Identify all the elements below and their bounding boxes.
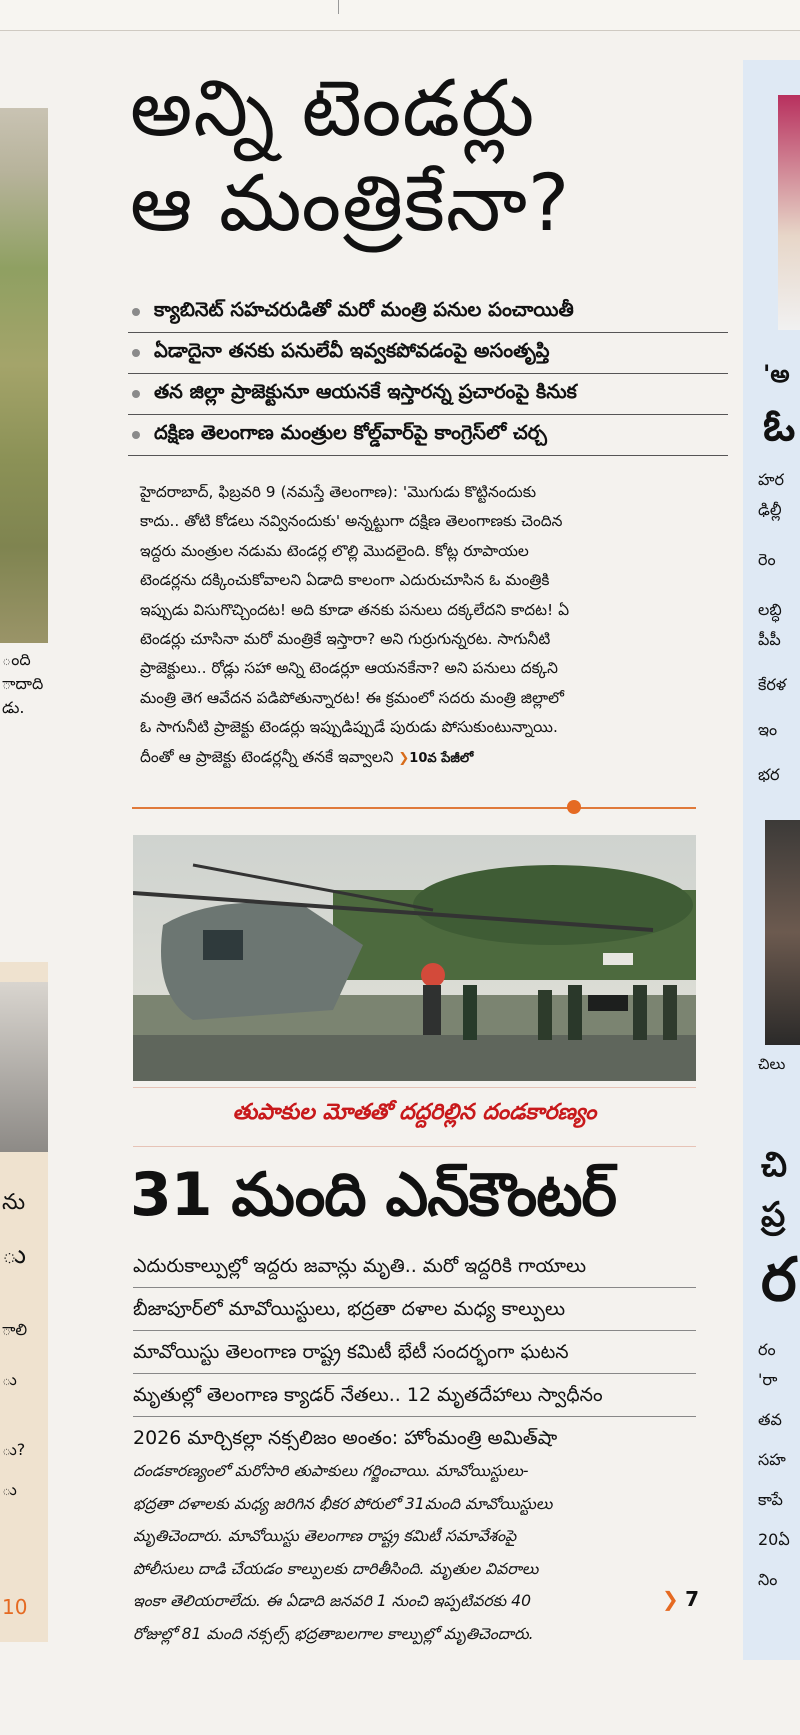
right-fragment: ఢిల్లీ [758,500,782,519]
left-fragment: ు [2,1240,27,1270]
body-line: ఓ సాగునీటి ప్రాజెక్టు టెండర్లు ఇప్పుడిప్పుడే పురుడు పోసుకుంటున్నాయి. [140,718,558,737]
encounter-body [133,1455,678,1650]
right-fragment: భర [758,765,780,784]
body-line: ఇద్దరు మంత్రుల నడుమ టెండర్ల లొల్లి మొదలైంది. కోట్ల రూపాయల [140,541,529,560]
bullet-text: ఏడాదైనా తనకు పనులేవీ ఇవ్వకపోవడంపై అసంతృప్తి [154,339,550,362]
kicker-rule [133,1146,696,1147]
top-strip [0,0,800,31]
main-headline [130,62,730,252]
left-fragment: ాలి [2,1320,28,1339]
body-line: దండకారణ్యంలో మరోసారి తుపాకులు గర్జించాయి. మావోయిస్టులు- [133,1462,529,1480]
right-fragment: చిలు [758,1055,786,1073]
bullet-item [128,333,728,374]
right-fragment: 20ఏ [758,1530,790,1549]
bullet-text: తన జిల్లా ప్రాజెక్టునూ ఆయనకే ఇస్తారన్న ప్రచారంపై కినుక [154,380,577,403]
encounter-headline: 31 మంది ఎన్‌కౌంటర్ [130,1160,617,1230]
right-fragment: నిం [758,1570,778,1589]
right-fragment: తవ [758,1410,782,1429]
left-thumbnail [0,982,48,1152]
left-fragment: ు [2,1480,17,1499]
right-fragment: చి [761,1145,788,1185]
right-fragment: ఇం [758,720,778,739]
right-person-photo [765,820,800,1045]
body-line: మంత్రి తెగ ఆవేదన పడిపోతున్నారట! ఈ క్రమంలో సదరు మంత్రి జిల్లాలో [140,688,564,707]
body-line: హైదరాబాద్, ఫిబ్రవరి 9 (నమస్తే తెలంగాణ): 'మొగుడు కొట్టినందుకు [140,483,537,501]
headline-line: అన్ని టెండర్లు [130,64,536,154]
right-portrait-photo [778,95,800,330]
bullet-icon [132,349,140,357]
subheadline-list [133,1245,696,1459]
right-fragment: కేరళ [758,675,787,694]
bullet-icon [132,308,140,316]
body-line: పోలీసులు దాడి చేయడం కాల్పులకు దారితీసింది. మృతుల వివరాలు [133,1559,539,1578]
left-fragment: ు [2,1370,17,1389]
body-line: ఇంకా తెలియరాలేదు. ఈ ఏడాది జనవరి 1 నుంచి ఇప్పటివరకు 40 [133,1592,531,1610]
subheadline: 2026 మార్చికల్లా నక్సలిజం అంతం: హోంమంత్రి అమిత్‌షా [133,1427,558,1449]
body-line: టెండర్లు చూసినా మరో మంత్రికే ఇస్తారా? అని గుర్రుగున్నరట. సాగునీటి [140,630,551,649]
body-line: ప్రాజెక్టులు.. రోడ్లు సహా అన్ని టెండర్లూ ఆయనకేనా? అని పనులు దక్కని [140,659,558,678]
headline-line: ఆ మంత్రికేనా? [130,159,571,249]
right-fragment: రెం [758,550,776,569]
subheadline: మావోయిస్టు తెలంగాణ రాష్ట్ర కమిటీ భేటీ సందర్భంగా ఘటన [133,1331,696,1374]
bullet-text: క్యాబినెట్ సహచరుడితో మరో మంత్రి పనుల పంచాయితీ [154,298,574,321]
helicopter-photo [133,835,696,1081]
left-fragment: 10 [2,1595,28,1619]
right-fragment: ర [761,1245,797,1315]
body-line: మృతిచెందారు. మావోయిస్టు తెలంగాణ రాష్ట్ర కమిటీ సమావేశంపై [133,1527,517,1545]
left-fragment: డు. [2,698,25,717]
body-line: ఇప్పుడు విసుగొచ్చిందట! అది కూడా తనకు పనులు దక్కలేదని కాదట! ఏ [140,600,570,619]
subheadline: మృతుల్లో తెలంగాణ క్యాడర్ నేతలు.. 12 మృతదేహాలు స్వాధీనం [133,1374,696,1417]
continued-marker[interactable]: ❯10వ పేజీలో [398,750,474,766]
kicker-rule [133,1087,696,1088]
bullet-item [128,415,728,456]
right-fragment: కాపే [758,1490,783,1509]
divider-dot-icon [567,800,581,814]
right-fragment: 'అ [763,360,790,388]
body-line: కాదు.. తోటి కోడలు నవ్వినందుకు' అన్నట్టుగా దక్షిణ తెలంగాణకు చెందిన [140,512,563,531]
story-body [140,478,712,773]
bullet-icon [132,431,140,439]
story-kicker: తుపాకుల మోతతో దద్దరిల్లిన దండకారణ్యం [232,1100,597,1125]
right-fragment: 'రా [758,1370,778,1389]
chevron-right-icon: ❯ [662,1587,679,1611]
right-fragment: హర [758,470,785,489]
left-field-photo [0,108,48,643]
right-fragment: సహ [758,1450,786,1469]
left-fragment: ాదాది [2,674,44,693]
section-divider [132,807,696,809]
bullet-icon [132,390,140,398]
right-fragment: రం [758,1340,776,1359]
left-fragment: ంది [2,650,31,669]
body-line: టెండర్లను దక్కించుకోవాలని ఏడాది కాలంగా ఎదురుచూసిన ఓ మంత్రికి [140,571,550,590]
right-fragment: పీపీ [758,630,781,649]
bullet-list [128,292,728,456]
right-fragment: లబ్ధి [758,600,782,619]
body-line: భద్రతా దళాలకు మధ్య జరిగిన భీకర పోరులో 31మంది మావోయిస్టులు [133,1494,553,1513]
bullet-text: దక్షిణ తెలంగాణ మంత్రుల కోల్డ్‌వార్‌పై కాంగ్రెస్‌లో చర్చ [154,421,547,444]
top-divider [338,0,339,14]
left-story-fragments [0,1190,48,1640]
continued-page: 7 [685,1587,700,1611]
body-line: రోజుల్లో 81 మంది నక్సల్స్ భద్రతాబలగాల కాల్పుల్లో మృతిచెందారు. [133,1624,534,1643]
left-fragment: ను [2,1190,26,1215]
subheadline: ఎదురుకాల్పుల్లో ఇద్దరు జవాన్లు మృతి.. మరో ఇద్దరికి గాయాలు [133,1245,696,1288]
bullet-item [128,292,728,333]
bullet-item [128,374,728,415]
left-fragment: ు? [2,1440,26,1459]
continued-page: 10వ పేజీలో [409,750,474,766]
subheadline: బీజాపూర్‌లో మావోయిస్టులు, భద్రతా దళాల మధ్య కాల్పులు [133,1288,696,1331]
right-fragment: ప్ర [761,1195,786,1235]
body-line: దీంతో ఆ ప్రాజెక్టు టెండర్లన్నీ తనకే ఇవ్వాలని [140,747,394,766]
right-fragment: ఓ [763,400,796,451]
continued-marker[interactable] [662,1587,699,1611]
